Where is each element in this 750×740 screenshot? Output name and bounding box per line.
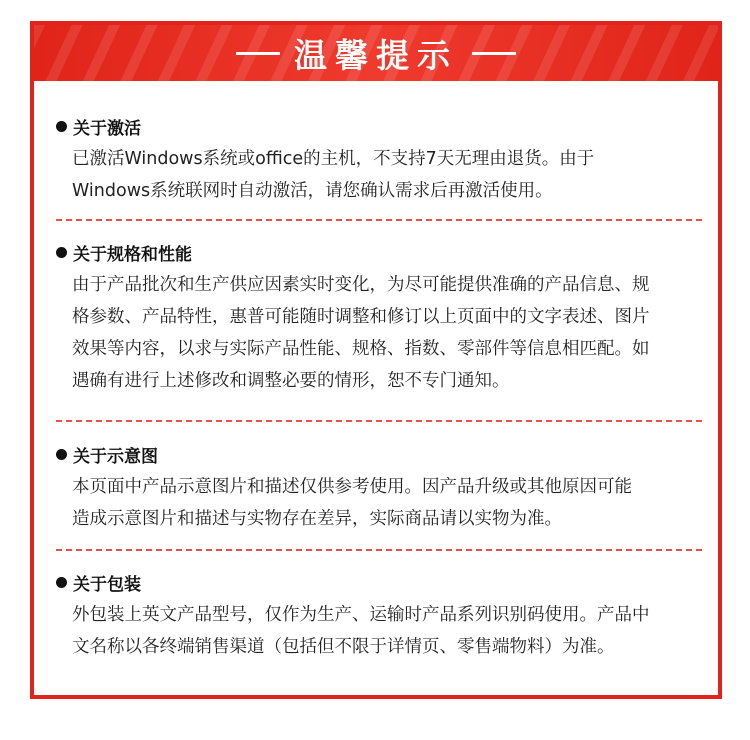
bullet-icon bbox=[56, 121, 67, 132]
notice-frame bbox=[30, 21, 722, 699]
section-title: 关于示意图 bbox=[73, 446, 158, 467]
body-line: 由于产品批次和生产供应因素实时变化，为尽可能提供准确的产品信息、规 bbox=[72, 275, 650, 295]
notice-banner bbox=[34, 25, 718, 81]
section-packaging bbox=[56, 569, 702, 663]
body-line: 已激活Windows系统或office的主机，不支持7天无理由退货。由于 bbox=[72, 149, 595, 169]
section-title: 关于规格和性能 bbox=[73, 244, 192, 265]
body-line: 本页面中产品示意图片和描述仅供参考使用。因产品升级或其他原因可能 bbox=[72, 477, 632, 497]
bullet-icon bbox=[56, 577, 67, 588]
section-body bbox=[56, 143, 702, 207]
dash-right-icon bbox=[472, 52, 516, 55]
dashed-divider bbox=[56, 549, 702, 551]
body-line: 效果等内容，以求与实际产品性能、规格、指数、零部件等信息相匹配。如 bbox=[72, 339, 650, 359]
dash-left-icon bbox=[236, 52, 280, 55]
dashed-divider bbox=[56, 420, 702, 422]
section-illustration bbox=[56, 441, 702, 535]
body-line: 造成示意图片和描述与实物存在差异，实际商品请以实物为准。 bbox=[72, 509, 562, 529]
body-line: 文名称以各终端销售渠道（包括但不限于详情页、零售端物料）为准。 bbox=[72, 637, 615, 657]
bullet-icon bbox=[56, 247, 67, 258]
dashed-divider bbox=[56, 219, 702, 221]
section-body bbox=[56, 471, 702, 535]
body-line: 外包装上英文产品型号，仅作为生产、运输时产品系列识别码使用。产品中 bbox=[72, 605, 650, 625]
bullet-icon bbox=[56, 449, 67, 460]
section-body bbox=[56, 599, 702, 663]
body-line: 格参数、产品特性，惠普可能随时调整和修订以上页面中的文字表述、图片 bbox=[72, 307, 650, 327]
body-line: 遇确有进行上述修改和调整必要的情形，恕不专门通知。 bbox=[72, 371, 510, 391]
banner-title: 温馨提示 bbox=[294, 35, 458, 75]
section-title: 关于激活 bbox=[73, 118, 141, 139]
section-title: 关于包装 bbox=[73, 574, 141, 595]
body-line: Windows系统联网时自动激活，请您确认需求后再激活使用。 bbox=[72, 181, 553, 201]
section-body bbox=[56, 269, 702, 397]
section-activation bbox=[56, 113, 702, 207]
section-specs bbox=[56, 239, 702, 397]
